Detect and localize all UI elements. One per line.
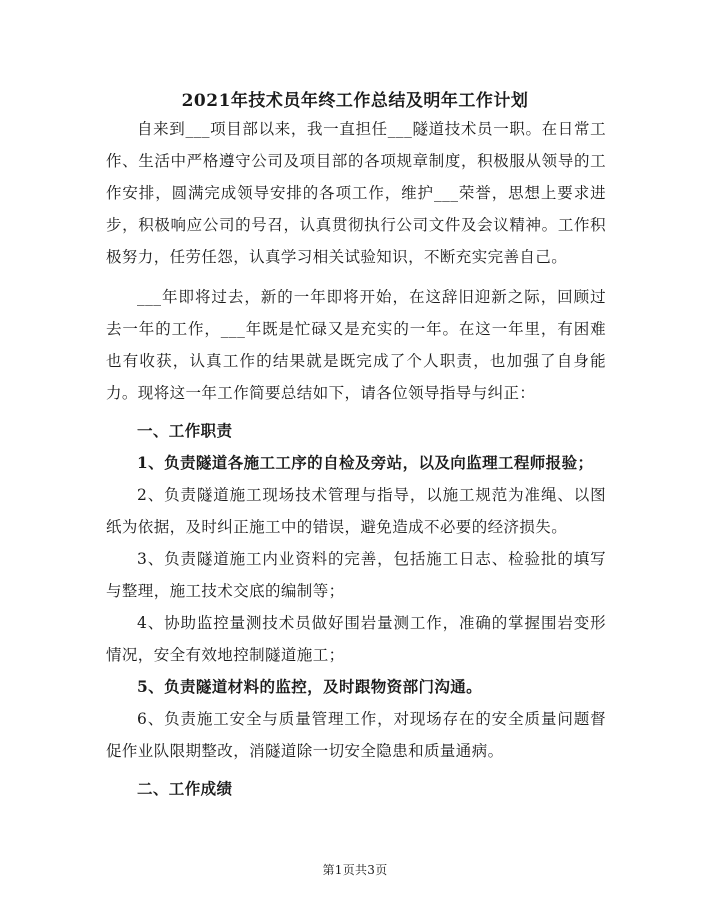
section-heading-duties: 一、工作职责 (137, 421, 233, 440)
duty-item-5: 5、负责隧道材料的监控，及时跟物资部门沟通。 (137, 677, 483, 696)
duty-item-2: 2、负责隧道施工现场技术管理与指导，以施工规范为准绳、以图纸为依据，及时纠正施工中的错误，避免造成不必要的经济损失。 (106, 486, 606, 536)
duty-item-1: 1、负责隧道各施工工序的自检及旁站，以及向监理工程师报验； (137, 453, 594, 472)
document-body (106, 113, 606, 805)
summary-paragraph: ___年即将过去，新的一年即将开始，在这辞旧迎新之际，回顾过去一年的工作，___年既是忙碌又是充实的一年。在这一年里，有困难也有收获，认真工作的结果就是既完成了个人职责，也加强了自身能力。现将这一年工作简要总结如下，请各位领导指导与纠正： (106, 288, 606, 402)
duty-item-6: 6、负责施工安全与质量管理工作，对现场存在的安全质量问题督促作业队限期整改，消隧道除一切安全隐患和质量通病。 (106, 710, 606, 760)
section-heading-achievements: 二、工作成绩 (137, 779, 233, 798)
intro-paragraph: 自来到___项目部以来，我一直担任___隧道技术员一职。在日常工作、生活中严格遵守公司及项目部的各项规章制度，积极服从领导的工作安排，圆满完成领导安排的各项工作，维护___荣誉，思想上要求进步，积极响应公司的号召，认真贯彻执行公司文件及会议精神。工作积极努力，任劳任怨，认真学习相关试验知识，不断充实完善自己。 (106, 120, 606, 266)
duty-item-3: 3、负责隧道施工内业资料的完善，包括施工日志、检验批的填写与整理，施工技术交底的编制等； (106, 550, 606, 600)
duty-item-4: 4、协助监控量测技术员做好围岩量测工作，准确的掌握围岩变形情况，安全有效地控制隧道施工； (106, 614, 606, 664)
page-number: 第1页共3页 (322, 863, 388, 877)
document-title: 2021年技术员年终工作总结及明年工作计划 (181, 91, 529, 111)
